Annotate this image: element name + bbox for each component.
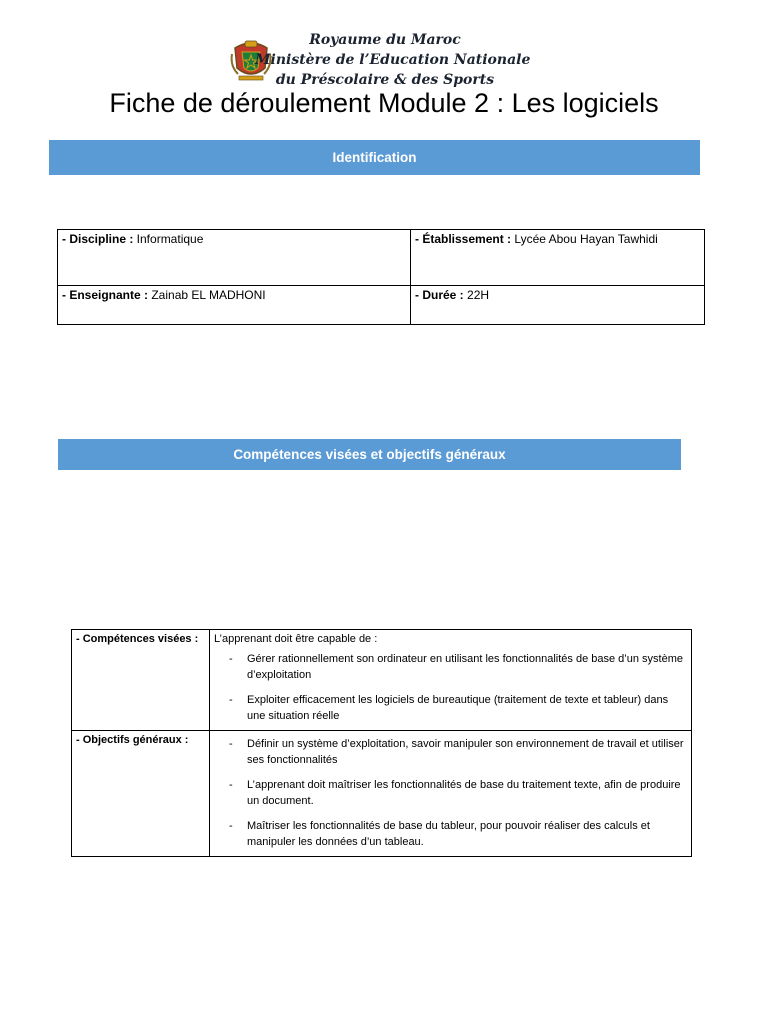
ministry-line: Royaume du Maroc [309, 32, 461, 48]
bullet-dash: - [229, 820, 233, 832]
list-item [214, 692, 687, 724]
competences-intro: L’apprenant doit être capable de : [214, 633, 378, 645]
table-row [58, 230, 705, 286]
etablissement-cell [411, 230, 705, 286]
objectifs-generaux-content [210, 731, 692, 857]
list-item [214, 651, 687, 683]
list-item-text: Gérer rationnellement son ordinateur en utilisant les fonctionnalités de base d’un système d’exploitation [247, 653, 683, 681]
bullet-dash: - [229, 738, 233, 750]
identification-table [57, 229, 705, 325]
objectifs-generaux-label: - Objectifs généraux : [72, 731, 210, 857]
etablissement-label: - Établissement : [415, 232, 512, 246]
bullet-dash: - [229, 694, 233, 706]
competences-visees-label: - Compétences visées : [72, 630, 210, 731]
discipline-cell [58, 230, 411, 286]
ministry-line: Ministère de l’Education Nationale [255, 52, 531, 68]
ministry-line: du Préscolaire & des Sports [275, 72, 495, 88]
enseignante-label: - Enseignante : [62, 288, 149, 302]
list-item [214, 736, 687, 768]
bullet-dash: - [229, 653, 233, 665]
ministry-header [255, 30, 531, 90]
page-title: Fiche de déroulement Module 2 : Les logiciels [109, 88, 659, 118]
competences-table [71, 629, 692, 857]
competences-list [214, 651, 687, 724]
etablissement-value: Lycée Abou Hayan Tawhidi [511, 232, 658, 246]
duree-value: 22H [463, 288, 490, 302]
identification-heading: Identification [49, 140, 700, 175]
competences-visees-content [210, 630, 692, 731]
list-item-text: Définir un système d’exploitation, savoir manipuler son environnement de travail et utiliser ses fonctionnalités [247, 738, 684, 766]
competences-heading: Compétences visées et objectifs généraux [58, 439, 681, 470]
objectifs-list [214, 736, 687, 850]
duree-cell [411, 286, 705, 325]
list-item-text: L’apprenant doit maîtriser les fonctionnalités de base du traitement texte, afin de produire un document. [247, 779, 681, 807]
list-item [214, 818, 687, 850]
table-row [58, 286, 705, 325]
list-item [214, 777, 687, 809]
list-item-text: Exploiter efficacement les logiciels de bureautique (traitement de texte et tableur) dans une situation réelle [247, 694, 669, 722]
table-row [72, 731, 692, 857]
discipline-value: Informatique [133, 232, 204, 246]
enseignante-cell [58, 286, 411, 325]
duree-label: - Durée : [415, 288, 464, 302]
enseignante-value: Zainab EL MADHONI [148, 288, 266, 302]
bullet-dash: - [229, 779, 233, 791]
discipline-label: - Discipline : [62, 232, 134, 246]
table-row [72, 630, 692, 731]
list-item-text: Maîtriser les fonctionnalités de base du tableur, pour pouvoir réaliser des calculs et manipuler les données d’un tableau. [247, 820, 650, 848]
